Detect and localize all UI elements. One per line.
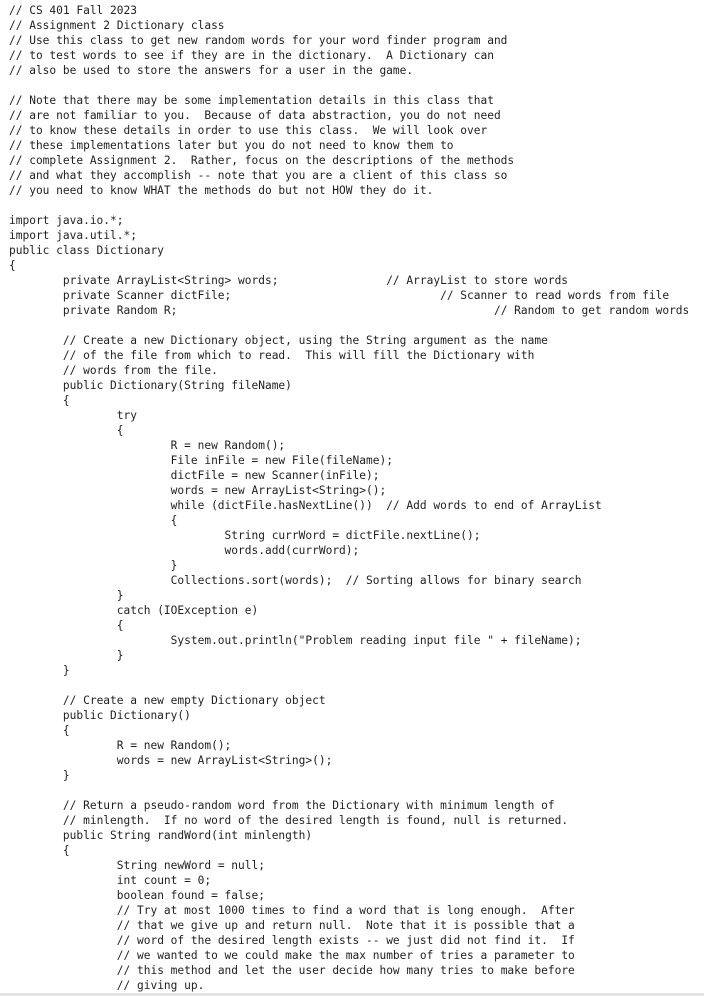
code-line: File inFile = new File(fileName); <box>9 454 393 467</box>
code-line: // this method and let the user decide how many tries to make before <box>9 964 575 977</box>
code-line: // CS 401 Fall 2023 <box>9 4 137 17</box>
code-line: } <box>9 649 124 662</box>
code-line: catch (IOException e) <box>9 604 259 617</box>
code-line: // and what they accomplish -- note that you are a client of this class so <box>9 169 508 182</box>
code-block <box>9 3 689 993</box>
code-line: dictFile = new Scanner(inFile); <box>9 469 380 482</box>
code-line: words = new ArrayList<String>(); <box>9 754 333 767</box>
code-line: // Create a new empty Dictionary object <box>9 694 326 707</box>
code-line: R = new Random(); <box>9 739 232 752</box>
code-line: int count = 0; <box>9 874 212 887</box>
code-line: import java.util.*; <box>9 229 137 242</box>
code-line: } <box>9 559 178 572</box>
code-line: { <box>9 424 124 437</box>
code-line: R = new Random(); <box>9 439 286 452</box>
code-line: // Assignment 2 Dictionary class <box>9 19 225 32</box>
code-line: try <box>9 409 137 422</box>
code-line: // to know these details in order to use this class. We will look over <box>9 124 488 137</box>
code-line: // giving up. <box>9 979 205 992</box>
code-line: private ArrayList<String> words; // ArrayList to store words <box>9 274 569 287</box>
code-line: // are not familiar to you. Because of data abstraction, you do not need <box>9 109 501 122</box>
code-line <box>9 198 689 213</box>
code-line: public Dictionary() <box>9 709 191 722</box>
code-line: } <box>9 664 70 677</box>
code-line: String newWord = null; <box>9 859 265 872</box>
code-line: import java.io.*; <box>9 214 124 227</box>
code-line: } <box>9 769 70 782</box>
code-line: // we wanted to we could make the max number of tries a parameter to <box>9 949 575 962</box>
code-line: // to test words to see if they are in the dictionary. A Dictionary can <box>9 49 494 62</box>
code-line: // Create a new Dictionary object, using the String argument as the name <box>9 334 548 347</box>
code-line: { <box>9 844 70 857</box>
code-line: { <box>9 514 178 527</box>
code-line: boolean found = false; <box>9 889 265 902</box>
code-line: // word of the desired length exists -- we just did not find it. If <box>9 934 575 947</box>
code-line: { <box>9 259 16 272</box>
code-line: System.out.println("Problem reading input file " + fileName); <box>9 634 582 647</box>
code-line <box>9 783 689 798</box>
code-line: // minlength. If no word of the desired length is found, null is returned. <box>9 814 569 827</box>
code-line: // Return a pseudo-random word from the Dictionary with minimum length of <box>9 799 555 812</box>
code-line: private Scanner dictFile; // Scanner to read words from file <box>9 289 670 302</box>
code-line: // that we give up and return null. Note that it is possible that a <box>9 919 575 932</box>
code-line: // you need to know WHAT the methods do but not HOW they do it. <box>9 184 434 197</box>
code-line: words.add(currWord); <box>9 544 360 557</box>
code-line: public class Dictionary <box>9 244 164 257</box>
code-line: { <box>9 394 70 407</box>
code-line: private Random R; // Random to get random words <box>9 304 690 317</box>
code-line: public Dictionary(String fileName) <box>9 379 292 392</box>
code-line: { <box>9 619 124 632</box>
code-line <box>9 78 689 93</box>
code-line: { <box>9 724 70 737</box>
code-line: // these implementations later but you do not need to know them to <box>9 139 454 152</box>
code-line: // complete Assignment 2. Rather, focus on the descriptions of the methods <box>9 154 515 167</box>
code-line: words = new ArrayList<String>(); <box>9 484 387 497</box>
code-line: } <box>9 589 124 602</box>
code-line <box>9 678 689 693</box>
code-line: // Try at most 1000 times to find a word that is long enough. After <box>9 904 575 917</box>
code-line: public String randWord(int minlength) <box>9 829 313 842</box>
code-line: // Use this class to get new random words for your word finder program and <box>9 34 508 47</box>
code-line: // words from the file. <box>9 364 218 377</box>
code-line <box>9 318 689 333</box>
code-line: while (dictFile.hasNextLine()) // Add words to end of ArrayList <box>9 499 602 512</box>
code-line: String currWord = dictFile.nextLine(); <box>9 529 481 542</box>
code-line: Collections.sort(words); // Sorting allows for binary search <box>9 574 582 587</box>
code-line: // of the file from which to read. This will fill the Dictionary with <box>9 349 535 362</box>
code-line: // also be used to store the answers for a user in the game. <box>9 64 414 77</box>
code-line: // Note that there may be some implementation details in this class that <box>9 94 494 107</box>
